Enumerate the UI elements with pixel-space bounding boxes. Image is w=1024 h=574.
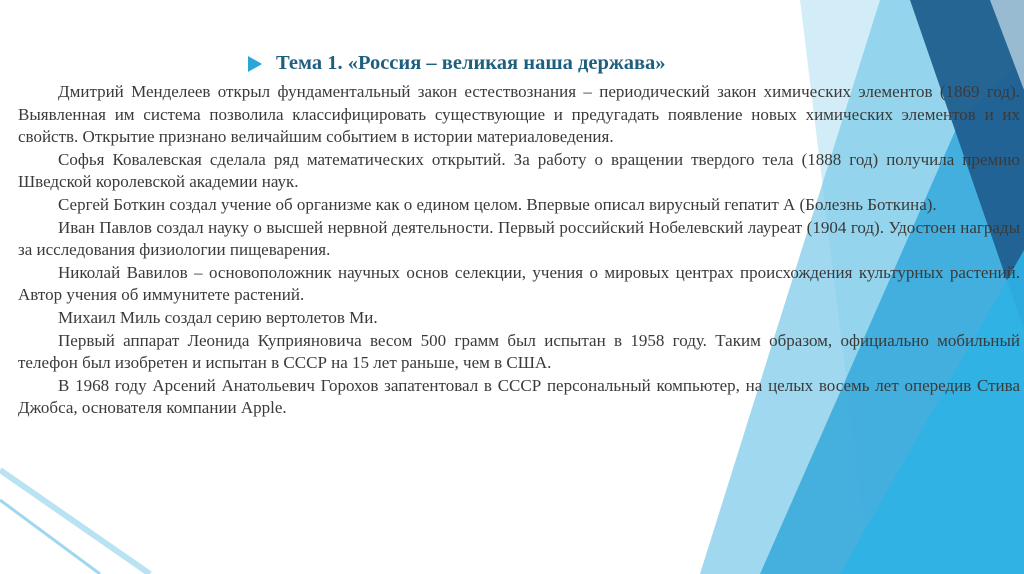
decor-line-left-1 <box>0 470 150 574</box>
paragraph-vavilov: Николай Вавилов – основоположник научных основ селекции, учения о мировых центрах происхождения культурных растений. Автор учения об иммунитете растений. <box>18 262 1020 305</box>
slide-title: Тема 1. «Россия – великая наша держава» <box>276 52 666 74</box>
paragraph-gorokhov: В 1968 году Арсений Анатольевич Горохов запатентовал в СССР персональный компьютер, на целых восемь лет опередив Стива Джобса, основателя компании Apple. <box>18 375 1020 418</box>
paragraph-kovalevskaya: Софья Ковалевская сделала ряд математических открытий. За работу о вращении твердого тела (1888 год) получила премию Шведской королевской академии наук. <box>18 149 1020 192</box>
paragraph-botkin: Сергей Боткин создал учение об организме как о едином целом. Впервые описал вирусный гепатит А (Болезнь Боткина). <box>58 194 937 214</box>
slide-body <box>18 81 1020 420</box>
decor-line-left-2 <box>0 500 100 574</box>
paragraph-kupriyanovich: Первый аппарат Леонида Куприяновича весом 500 грамм был испытан в 1958 году. Таким образом, официально мобильный телефон был изобретен и испытан в СССР на 15 лет раньше, чем в США. <box>18 330 1020 373</box>
paragraph-mil: Михаил Миль создал серию вертолетов Ми. <box>58 307 378 327</box>
paragraph-mendeleev: Дмитрий Менделеев открыл фундаментальный закон естествознания – периодический закон химических элементов (1869 год). Выявленная им система позволила классифицировать существующие и предугадать появление новых химических элементов и их свойств. Открытие признано величайшим событием в истории материаловедения. <box>18 82 1020 147</box>
title-arrow-icon <box>248 56 262 72</box>
paragraph-pavlov: Иван Павлов создал науку о высшей нервной деятельности. Первый российский Нобелевский лауреат (1904 год). Удостоен награды за исследования физиологии пищеварения. <box>18 217 1020 260</box>
